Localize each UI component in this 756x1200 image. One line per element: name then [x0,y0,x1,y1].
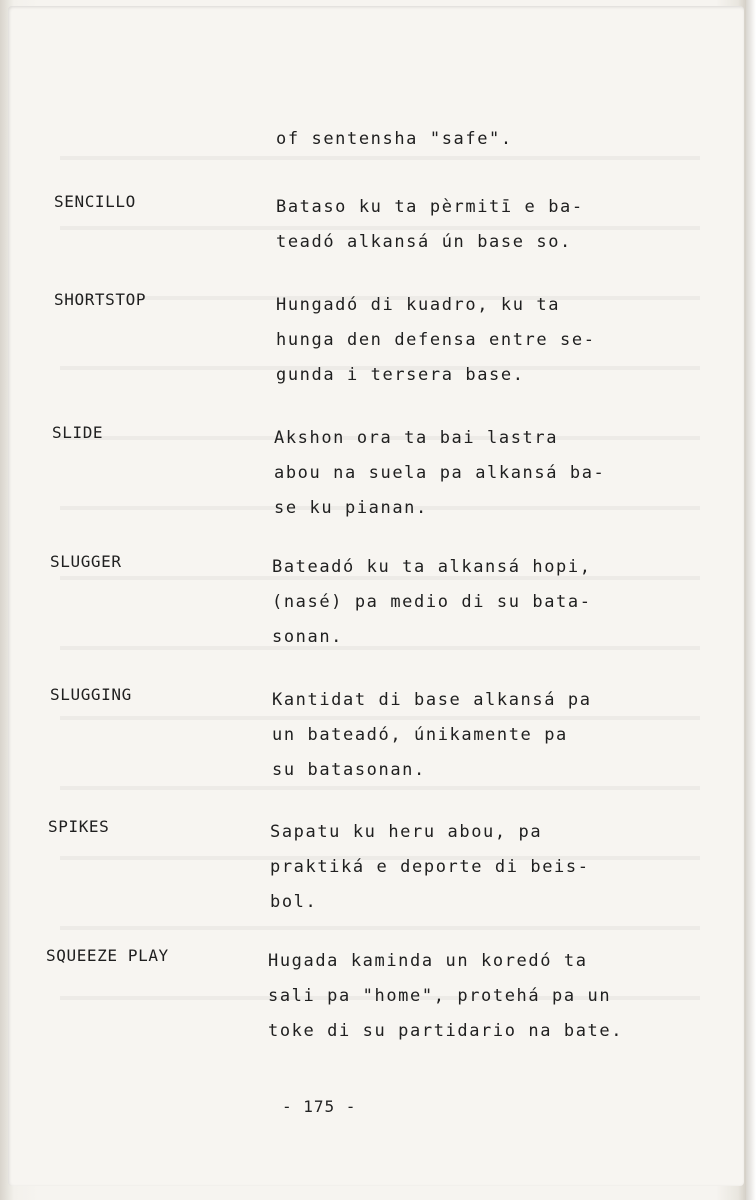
term-slugging: SLUGGING [50,685,132,704]
definition-line: hunga den defensa entre se- [276,330,596,350]
term-shortstop: SHORTSTOP [54,290,147,309]
definition-line: sali pa "home", protehá pa un [268,986,612,1006]
definition-squeeze-play [268,944,623,1049]
definition-line: Hungadó di kuadro, ku ta [276,295,561,315]
definition-slugger [272,550,592,655]
definition-line: un bateadó, únikamente pa [272,725,568,745]
opening-line: of sentensha "safe". [276,129,513,149]
definition-line: praktiká e deporte di beis- [270,857,590,877]
definition-line: su batasonan. [272,760,426,780]
definition-line: bol. [270,892,318,912]
definition-line: Akshon ora ta bai lastra [274,428,559,448]
definition-line: (nasé) pa medio di su bata- [272,592,592,612]
definition-slide [274,421,605,526]
definition-line: Bataso ku ta pèrmitī e ba- [276,197,584,217]
page-number: - 175 - [282,1097,357,1116]
term-squeeze-play: SQUEEZE PLAY [46,946,169,965]
definition-line: abou na suela pa alkansá ba- [274,463,606,483]
definition-line: Bateadó ku ta alkansá hopi, [272,557,592,577]
term-slide: SLIDE [52,423,104,442]
definition-spikes [270,815,590,920]
definition-shortstop [276,288,596,393]
definition-line: teadó alkansá ún base so. [276,232,572,252]
definition-sencillo [276,190,584,260]
definition-line: gunda i tersera base. [276,365,525,385]
term-sencillo: SENCILLO [54,192,136,211]
definition-line: toke di su partidario na bate. [268,1021,624,1041]
page-edge [746,0,756,1200]
definition-line: sonan. [272,627,344,647]
definition-line: Hugada kaminda un koredó ta [268,951,588,971]
definition-line: Sapatu ku heru abou, pa [270,822,543,842]
definition-line: se ku pianan. [274,498,428,518]
definition-slugging [272,683,592,788]
term-spikes: SPIKES [48,817,110,836]
term-slugger: SLUGGER [50,552,122,571]
definition-line: Kantidat di base alkansá pa [272,690,592,710]
